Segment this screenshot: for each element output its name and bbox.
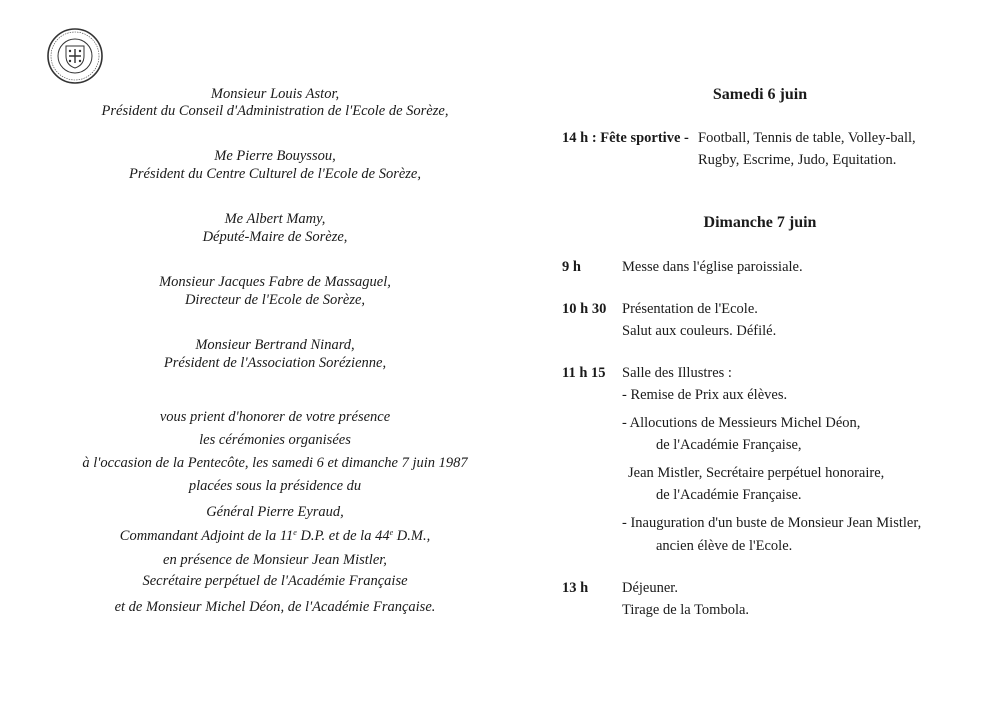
ordinal-superscript: e — [389, 528, 394, 537]
event-line: Salle des Illustres : — [622, 365, 732, 381]
invitation-body-line: les cérémonies organisées — [199, 432, 351, 448]
invitation-body-line: placées sous la présidence du — [188, 478, 362, 494]
host-name: Monsieur Louis Astor, — [210, 86, 340, 102]
school-seal-logo — [44, 27, 106, 85]
event-line: - Remise de Prix aux élèves. — [622, 387, 788, 403]
event-line: ancien élève de l'Ecole. — [656, 538, 793, 554]
ordinal-superscript: e — [293, 528, 297, 537]
host-title: Directeur de l'Ecole de Sorèze, — [184, 292, 366, 308]
event-line: de l'Académie Française, — [656, 437, 802, 453]
invitation-body-line: vous prient d'honorer de votre présence — [159, 409, 391, 425]
event-time: 11 h 15 — [562, 365, 606, 381]
presence-line: en présence de Monsieur Jean Mistler, — [163, 552, 387, 568]
host-name: Monsieur Jacques Fabre de Massaguel, — [159, 274, 391, 290]
president-title-part: D.M., — [393, 528, 431, 544]
event-line: Tirage de la Tombola. — [622, 602, 750, 618]
president-title-part: D.P. et de la 44 — [296, 528, 390, 544]
event-line: Jean Mistler, Secrétaire perpétuel honoraire, — [628, 465, 885, 481]
event-line: de l'Académie Française. — [656, 487, 802, 503]
host-name: Me Albert Mamy, — [224, 211, 326, 227]
event-line: Messe dans l'église paroissiale. — [622, 259, 803, 275]
host-title: Député-Maire de Sorèze, — [202, 229, 348, 245]
event-time: 14 h : Fête sportive - — [562, 130, 689, 146]
event-line: Présentation de l'Ecole. — [622, 301, 758, 317]
host-name: Me Pierre Bouyssou, — [214, 148, 336, 164]
presence-line: et de Monsieur Michel Déon, de l'Académie Française. — [114, 599, 436, 615]
host-title: Président de l'Association Sorézienne, — [163, 355, 387, 371]
host-title: Président du Centre Culturel de l'Ecole de Sorèze, — [129, 166, 421, 182]
saturday-heading: Samedi 6 juin — [712, 86, 808, 103]
sunday-heading: Dimanche 7 juin — [703, 214, 817, 231]
event-line: - Inauguration d'un buste de Monsieur Jean Mistler, — [622, 515, 922, 531]
event-line: Rugby, Escrime, Judo, Equitation. — [698, 152, 897, 168]
presence-line: Secrétaire perpétuel de l'Académie Française — [142, 573, 408, 589]
president-name: Général Pierre Eyraud, — [206, 504, 344, 520]
event-line: Salut aux couleurs. Défilé. — [622, 323, 777, 339]
event-line: Déjeuner. — [622, 580, 678, 596]
event-time: 13 h — [562, 580, 589, 596]
host-title: Président du Conseil d'Administration de l'Ecole de Sorèze, — [101, 103, 449, 119]
event-line: - Allocutions de Messieurs Michel Déon, — [622, 415, 861, 431]
host-name: Monsieur Bertrand Ninard, — [195, 337, 355, 353]
president-title — [40, 524, 510, 545]
president-title-part: Commandant Adjoint de la 11 — [119, 528, 294, 544]
invitation-body-line: à l'occasion de la Pentecôte, les samedi 6 et dimanche 7 juin 1987 — [82, 455, 468, 471]
event-line: Football, Tennis de table, Volley-ball, — [698, 130, 916, 146]
event-time: 9 h — [562, 259, 581, 275]
event-time: 10 h 30 — [562, 301, 607, 317]
